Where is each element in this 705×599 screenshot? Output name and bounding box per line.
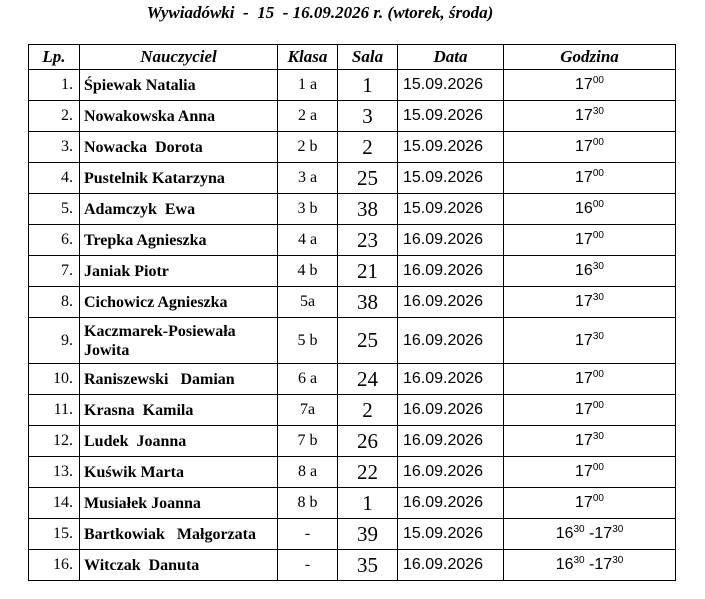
time-cell <box>504 225 676 256</box>
room-cell: 38 <box>338 194 398 225</box>
table-row <box>29 101 676 132</box>
class-cell: 7 b <box>278 426 338 457</box>
time-minutes: 00 <box>592 168 604 179</box>
time-hour: 16 <box>575 200 593 217</box>
time-minutes: 30 <box>592 106 604 117</box>
time-hour: 17 <box>575 169 593 186</box>
date-cell: 16.09.2026 <box>398 225 504 256</box>
table-row <box>29 426 676 457</box>
room-cell: 2 <box>338 395 398 426</box>
time-minutes: 00 <box>592 369 604 380</box>
room-cell: 22 <box>338 457 398 488</box>
teacher-name: Trepka Agnieszka <box>80 225 278 256</box>
room-cell: 3 <box>338 101 398 132</box>
table-row <box>29 225 676 256</box>
row-number: 6. <box>29 225 80 256</box>
time-hour: 17 <box>575 432 593 449</box>
time-cell <box>504 488 676 519</box>
class-cell: 4 a <box>278 225 338 256</box>
teacher-name: Bartkowiak Małgorzata <box>80 519 278 550</box>
date-cell: 15.09.2026 <box>398 194 504 225</box>
header-klasa: Klasa <box>278 45 338 70</box>
table-row <box>29 163 676 194</box>
room-cell: 39 <box>338 519 398 550</box>
teacher-name: Ludek Joanna <box>80 426 278 457</box>
row-number: 5. <box>29 194 80 225</box>
time-hour: 17 <box>575 494 593 511</box>
time-minutes: 30 <box>592 330 604 342</box>
teacher-name: Kuświk Marta <box>80 457 278 488</box>
date-cell: 16.09.2026 <box>398 457 504 488</box>
time-hour: 16 <box>575 262 593 279</box>
class-cell: 2 b <box>278 132 338 163</box>
time-minutes: 30 <box>592 431 604 442</box>
teacher-name: Krasna Kamila <box>80 395 278 426</box>
time-hour: 17 <box>575 76 593 93</box>
table-row <box>29 194 676 225</box>
teacher-name: Raniszewski Damian <box>80 364 278 395</box>
time-hour: 17 <box>575 107 593 124</box>
time-minutes: 00 <box>592 199 604 210</box>
room-cell: 1 <box>338 488 398 519</box>
room-cell: 38 <box>338 287 398 318</box>
time-minutes: 30 <box>573 524 585 535</box>
time-hour: 17 <box>575 231 593 248</box>
time-minutes: 30 <box>573 555 585 566</box>
date-cell: 15.09.2026 <box>398 132 504 163</box>
header-lp: Lp. <box>29 45 80 70</box>
table-row <box>29 364 676 395</box>
room-cell: 25 <box>338 163 398 194</box>
class-cell: 1 a <box>278 70 338 101</box>
teacher-name: Musiałek Joanna <box>80 488 278 519</box>
time-separator: - <box>584 556 595 573</box>
date-cell: 16.09.2026 <box>398 256 504 287</box>
time-hour: 17 <box>575 138 593 155</box>
row-number: 2. <box>29 101 80 132</box>
date-cell: 16.09.2026 <box>398 488 504 519</box>
time-cell <box>504 163 676 194</box>
date-cell: 15.09.2026 <box>398 70 504 101</box>
teacher-name: Adamczyk Ewa <box>80 194 278 225</box>
date-cell: 16.09.2026 <box>398 318 504 364</box>
room-cell: 24 <box>338 364 398 395</box>
page-title: Wywiadówki - 15 - 16.09.2026 r. (wtorek, środa) <box>146 3 494 22</box>
time-hour: 17 <box>575 331 593 349</box>
teacher-name: Witczak Danuta <box>80 550 278 581</box>
class-cell: 3 a <box>278 163 338 194</box>
row-number: 4. <box>29 163 80 194</box>
row-number: 1. <box>29 70 80 101</box>
table-body <box>29 70 676 581</box>
time-cell <box>504 519 676 550</box>
table-row <box>29 457 676 488</box>
date-cell: 16.09.2026 <box>398 550 504 581</box>
room-cell: 2 <box>338 132 398 163</box>
row-number: 9. <box>29 318 80 364</box>
row-number: 12. <box>29 426 80 457</box>
time-cell <box>504 132 676 163</box>
time-minutes: 00 <box>592 493 604 504</box>
time-hour: 17 <box>575 401 593 418</box>
table-row <box>29 132 676 163</box>
time-cell <box>504 256 676 287</box>
row-number: 3. <box>29 132 80 163</box>
row-number: 7. <box>29 256 80 287</box>
header-nauczyciel: Nauczyciel <box>80 45 278 70</box>
time-cell <box>504 426 676 457</box>
table-row <box>29 287 676 318</box>
teacher-name: Pustelnik Katarzyna <box>80 163 278 194</box>
date-cell: 16.09.2026 <box>398 395 504 426</box>
header-data: Data <box>398 45 504 70</box>
time-cell <box>504 457 676 488</box>
schedule-table <box>28 44 676 581</box>
time-hour: 16 <box>555 525 574 542</box>
time-hour: 17 <box>575 293 593 310</box>
teacher-name: Nowacka Dorota <box>80 132 278 163</box>
class-cell: 8 a <box>278 457 338 488</box>
class-cell: 6 a <box>278 364 338 395</box>
time-minutes: 00 <box>592 75 604 86</box>
teacher-name: Cichowicz Agnieszka <box>80 287 278 318</box>
room-cell: 35 <box>338 550 398 581</box>
class-cell: 2 a <box>278 101 338 132</box>
time-cell <box>504 395 676 426</box>
class-cell: - <box>278 519 338 550</box>
date-cell: 15.09.2026 <box>398 519 504 550</box>
table-row <box>29 318 676 364</box>
row-number: 11. <box>29 395 80 426</box>
row-number: 16. <box>29 550 80 581</box>
teacher-name: Kaczmarek-Posiewała Jowita <box>80 318 278 364</box>
class-cell: 8 b <box>278 488 338 519</box>
time-hour: 17 <box>594 556 613 573</box>
time-cell <box>504 101 676 132</box>
row-number: 14. <box>29 488 80 519</box>
time-cell <box>504 194 676 225</box>
date-cell: 16.09.2026 <box>398 364 504 395</box>
time-minutes: 00 <box>592 400 604 411</box>
row-number: 8. <box>29 287 80 318</box>
header-godzina: Godzina <box>504 45 676 70</box>
time-hour: 17 <box>575 370 593 387</box>
class-cell: 3 b <box>278 194 338 225</box>
time-minutes: 00 <box>592 462 604 473</box>
class-cell: - <box>278 550 338 581</box>
teacher-name: Nowakowska Anna <box>80 101 278 132</box>
time-minutes: 00 <box>592 230 604 241</box>
time-minutes: 30 <box>612 524 624 535</box>
room-cell: 23 <box>338 225 398 256</box>
class-cell: 4 b <box>278 256 338 287</box>
room-cell: 1 <box>338 70 398 101</box>
date-cell: 16.09.2026 <box>398 426 504 457</box>
table-row <box>29 256 676 287</box>
table-row <box>29 70 676 101</box>
time-cell <box>504 318 676 364</box>
teacher-name: Śpiewak Natalia <box>80 70 278 101</box>
class-cell: 7a <box>278 395 338 426</box>
time-cell <box>504 70 676 101</box>
row-number: 13. <box>29 457 80 488</box>
header-row <box>29 45 676 70</box>
room-cell: 21 <box>338 256 398 287</box>
table-row <box>29 395 676 426</box>
time-cell <box>504 364 676 395</box>
row-number: 15. <box>29 519 80 550</box>
table-row <box>29 550 676 581</box>
date-cell: 15.09.2026 <box>398 163 504 194</box>
table-row <box>29 519 676 550</box>
room-cell: 25 <box>338 318 398 364</box>
room-cell: 26 <box>338 426 398 457</box>
class-cell: 5 b <box>278 318 338 364</box>
row-number: 10. <box>29 364 80 395</box>
time-minutes: 00 <box>592 137 604 148</box>
time-hour: 16 <box>555 556 574 573</box>
header-sala: Sala <box>338 45 398 70</box>
teacher-name: Janiak Piotr <box>80 256 278 287</box>
class-cell: 5a <box>278 287 338 318</box>
time-minutes: 30 <box>612 555 624 566</box>
time-cell <box>504 550 676 581</box>
table-row <box>29 488 676 519</box>
time-separator: - <box>584 525 595 542</box>
time-cell <box>504 287 676 318</box>
time-hour: 17 <box>594 525 613 542</box>
time-hour: 17 <box>575 463 593 480</box>
date-cell: 15.09.2026 <box>398 101 504 132</box>
date-cell: 16.09.2026 <box>398 287 504 318</box>
time-minutes: 30 <box>592 261 604 272</box>
time-minutes: 30 <box>592 292 604 303</box>
